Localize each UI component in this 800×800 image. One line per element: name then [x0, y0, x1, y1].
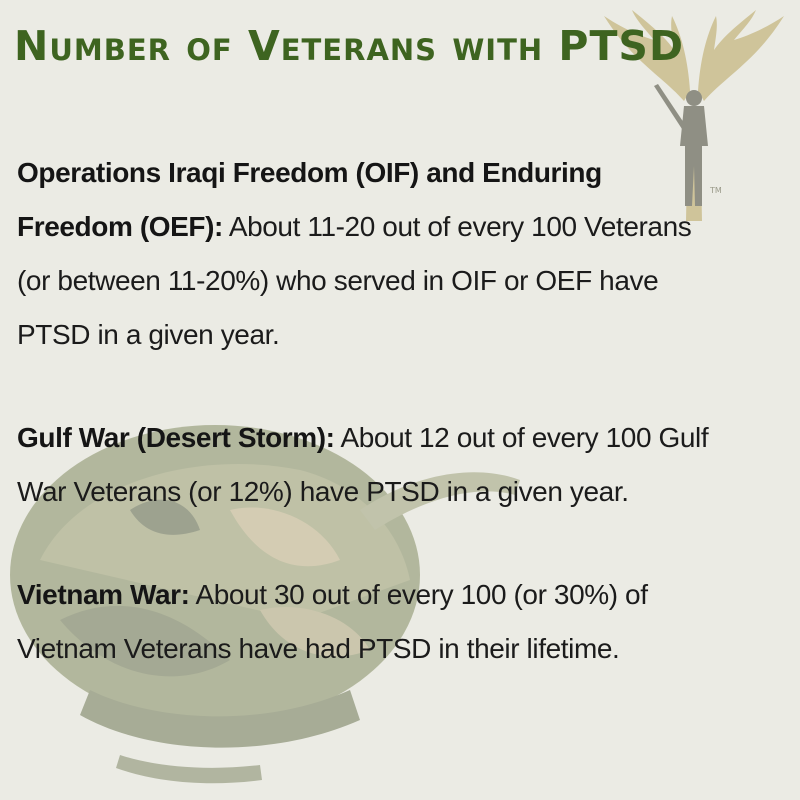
- statistic-oif-oef: [17, 146, 717, 362]
- statistic-gulf-war: [17, 411, 717, 519]
- trademark-symbol: TM: [710, 186, 722, 195]
- statistic-text: About 30 out of every 100 (or 30%) of Vietnam Veterans have had PTSD in their lifetime.: [17, 579, 648, 664]
- statistic-label: Operations Iraqi Freedom (OIF) and Enduring Freedom (OEF):: [17, 157, 602, 242]
- statistic-vietnam-war: [17, 568, 717, 676]
- statistics-list: [17, 146, 717, 725]
- page-title: Number of Veterans with PTSD: [14, 22, 684, 70]
- statistic-label: Vietnam War:: [17, 579, 190, 610]
- statistic-text: About 11-20 out of every 100 Veterans (or between 11-20%) who served in OIF or OEF have PTSD in a given year.: [17, 211, 692, 350]
- statistic-text: About 12 out of every 100 Gulf War Veterans (or 12%) have PTSD in a given year.: [17, 422, 709, 507]
- statistic-label: Gulf War (Desert Storm):: [17, 422, 335, 453]
